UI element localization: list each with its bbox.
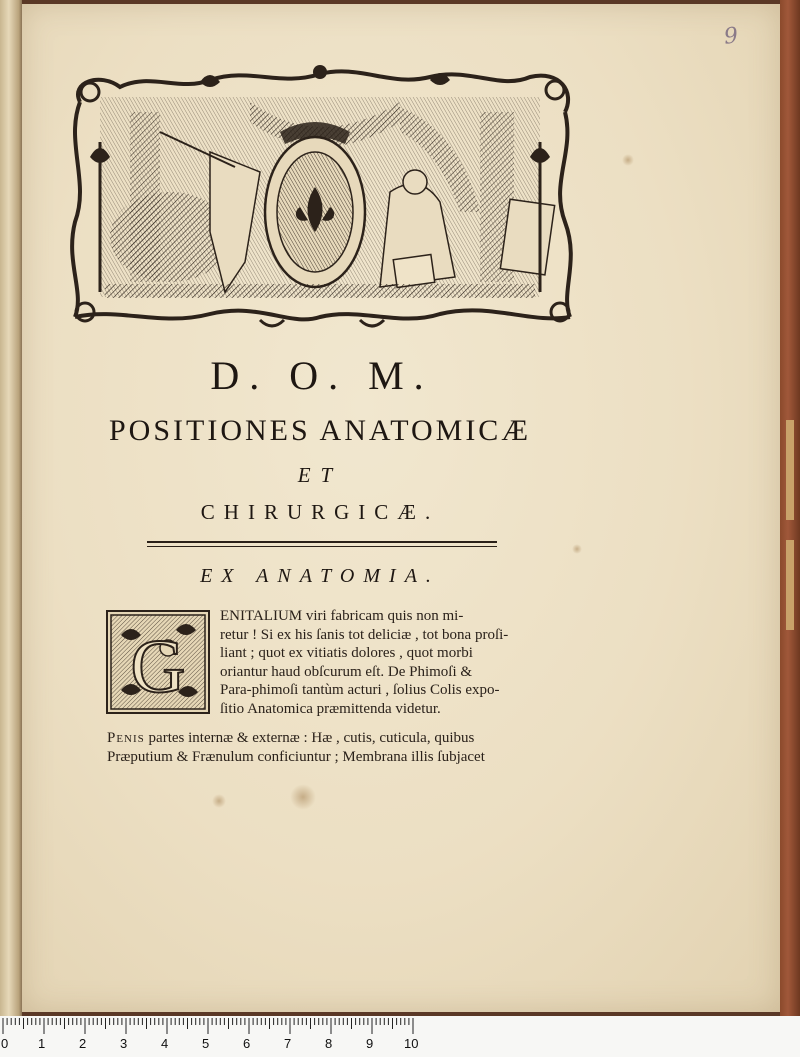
paragraph-line: oriantur haud obſcurum eſt. De Phimoſi & (220, 663, 473, 680)
paragraph-line: ENITALIUM viri fabricam quis non mi- (220, 608, 464, 624)
paragraph-line (107, 729, 537, 748)
paragraph-line: ſitio Anatomica præmittenda videtur. (220, 700, 441, 717)
section-heading: EX ANATOMIA. (200, 565, 440, 587)
ruler-label: 9 (366, 1036, 374, 1051)
title-positiones-anatomicae: POSITIONES ANATOMICÆ (109, 414, 531, 447)
ruler-label: 2 (79, 1036, 87, 1051)
bookmark-tab (786, 540, 794, 630)
ruler-label: 3 (120, 1036, 128, 1051)
paragraph-line: retur ! Si ex his ſanis tot deliciæ , tot bona proſi- (220, 626, 509, 643)
paragraph-line: Para-phimoſi tantùm acturi , ſolius Colis expo- (220, 682, 500, 699)
second-paragraph (107, 729, 537, 766)
foxing-spot (212, 794, 226, 808)
engraved-headpiece-illustration (60, 62, 580, 332)
foxing-spot (290, 784, 316, 810)
scale-ruler (0, 1016, 800, 1057)
paragraph-line: liant ; quot ex vitiatis dolores , quot morbi (220, 645, 473, 662)
opening-paragraph (220, 607, 536, 719)
ruler-ticks (0, 1018, 420, 1038)
title-et: ET (297, 463, 343, 487)
ruler-label: 8 (325, 1036, 333, 1051)
bookmark-tab (786, 420, 794, 520)
foxing-spot (572, 544, 582, 554)
paragraph-lead-word: Penis (107, 730, 145, 746)
ruler-label: 10 (404, 1036, 419, 1051)
double-rule-divider (147, 541, 497, 547)
paragraph-line-rest: partes internæ & externæ : Hæ , cutis, cuticula, quibus (144, 730, 475, 746)
dropcap-letter: G (130, 625, 186, 709)
title-chirurgicae: CHIRURGICÆ. (200, 500, 440, 524)
page-number: 9 (722, 23, 740, 50)
ornamental-initial-icon (106, 610, 210, 714)
ruler-label: 4 (161, 1036, 169, 1051)
ruler-label: 7 (284, 1036, 292, 1051)
paragraph-line: Præputium & Frænulum conficiuntur ; Membrana illis ſubjacet (107, 748, 485, 765)
foxing-spot (622, 154, 634, 166)
ruler-label: 1 (38, 1036, 46, 1051)
ruler-label: 6 (243, 1036, 251, 1051)
ruler-label: 5 (202, 1036, 210, 1051)
ruler-label: 0 (1, 1036, 9, 1051)
title-dom: D. O. M. (210, 353, 434, 398)
